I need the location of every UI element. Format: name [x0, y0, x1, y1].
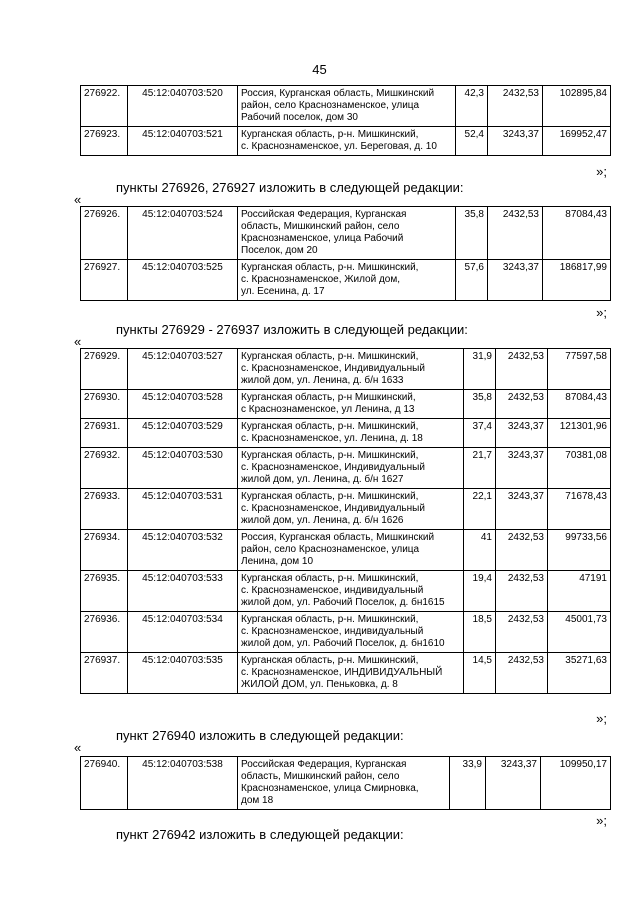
row-number: 276922. [81, 86, 128, 127]
address-line: Курганская область, р-н. Мишкинский, [241, 351, 419, 362]
address-line: ул. Есенина, д. 17 [241, 286, 325, 297]
address-line: Краснознаменское, улица Рабочий [241, 233, 404, 244]
address-line: с Краснознаменское, ул Ленина, д 13 [241, 404, 415, 415]
table-row [81, 571, 611, 612]
row-number: 276933. [81, 489, 128, 530]
address [238, 612, 464, 653]
unit-price: 2432,53 [488, 86, 543, 127]
instruction-4: пункт 276942 изложить в следующей редакции: [116, 827, 404, 842]
address-line: Курганская область, р-н. Мишкинский, [241, 573, 419, 584]
row-number: 276929. [81, 349, 128, 390]
table-row [81, 530, 611, 571]
close-quote-mark: »; [596, 813, 607, 828]
cadastral-number: 45:12:040703:538 [128, 757, 238, 810]
row-number: 276930. [81, 390, 128, 419]
instruction-2: пункты 276929 - 276937 изложить в следующей редакции: [116, 322, 468, 337]
table-2 [80, 206, 611, 301]
open-quote-mark: « [74, 334, 82, 349]
close-quote-mark: »; [596, 305, 607, 320]
cadastral-number: 45:12:040703:533 [128, 571, 238, 612]
address-line: Рабочий поселок, дом 30 [241, 112, 358, 123]
address-line: Ленина, дом 10 [241, 556, 314, 567]
address [238, 260, 456, 301]
unit-price: 3243,37 [496, 419, 548, 448]
address [238, 390, 464, 419]
area: 37,4 [464, 419, 496, 448]
area: 57,6 [456, 260, 488, 301]
cadastral-number: 45:12:040703:534 [128, 612, 238, 653]
table-row [81, 448, 611, 489]
area: 18,5 [464, 612, 496, 653]
address [238, 571, 464, 612]
unit-price: 2432,53 [496, 653, 548, 694]
address-line: Курганская область, р-н. Мишкинский, [241, 450, 419, 461]
table-row [81, 653, 611, 694]
area: 42,3 [456, 86, 488, 127]
address-line: область, Мишкинский район, село [241, 771, 400, 782]
address-line: Курганская область, р-н. Мишкинский, [241, 421, 419, 432]
address-line: Курганская область, р-н. Мишкинский, [241, 655, 419, 666]
address-line: с. Краснознаменское, Индивидуальный [241, 462, 425, 473]
address [238, 653, 464, 694]
close-quote-mark: »; [596, 711, 607, 726]
address-line: жилой дом, ул. Ленина, д. б/н 1633 [241, 375, 404, 386]
address-line: с. Краснознаменское, ИНДИВИДУАЛЬНЫЙ [241, 667, 443, 678]
cadastral-number: 45:12:040703:527 [128, 349, 238, 390]
address-line: жилой дом, ул. Ленина, д. б/н 1626 [241, 515, 404, 526]
cadastral-number: 45:12:040703:524 [128, 207, 238, 260]
cadastral-cost: 35271,63 [548, 653, 611, 694]
address [238, 530, 464, 571]
table-row [81, 207, 611, 260]
instruction-1: пункты 276926, 276927 изложить в следующей редакции: [116, 180, 464, 195]
unit-price: 2432,53 [496, 349, 548, 390]
unit-price: 2432,53 [496, 530, 548, 571]
area: 35,8 [456, 207, 488, 260]
area: 33,9 [450, 757, 486, 810]
address-line: область, Мишкинский район, село [241, 221, 400, 232]
row-number: 276927. [81, 260, 128, 301]
table-row [81, 349, 611, 390]
address-line: Россия, Курганская область, Мишкинский [241, 88, 435, 99]
address [238, 489, 464, 530]
row-number: 276932. [81, 448, 128, 489]
table-4 [80, 756, 611, 810]
page-number: 45 [312, 62, 327, 77]
address-line: Курганская область, р-н Мишкинский, [241, 392, 416, 403]
unit-price: 3243,37 [486, 757, 541, 810]
address-line: Российская Федерация, Курганская [241, 209, 407, 220]
address-line: ЖИЛОЙ ДОМ, ул. Пеньковка, д. 8 [241, 679, 398, 690]
table-row [81, 390, 611, 419]
address [238, 207, 456, 260]
table-row [81, 489, 611, 530]
table-row [81, 260, 611, 301]
cadastral-cost: 71678,43 [548, 489, 611, 530]
cadastral-cost: 87084,43 [543, 207, 611, 260]
cadastral-number: 45:12:040703:530 [128, 448, 238, 489]
cadastral-cost: 45001,73 [548, 612, 611, 653]
unit-price: 2432,53 [496, 571, 548, 612]
cadastral-cost: 186817,99 [543, 260, 611, 301]
cadastral-number: 45:12:040703:520 [128, 86, 238, 127]
cadastral-number: 45:12:040703:528 [128, 390, 238, 419]
address-line: жилой дом, ул. Ленина, д. б/н 1627 [241, 474, 404, 485]
area: 31,9 [464, 349, 496, 390]
area: 19,4 [464, 571, 496, 612]
row-number: 276923. [81, 127, 128, 156]
address-line: жилой дом, ул. Рабочий Поселок, д. бн1610 [241, 638, 445, 649]
cadastral-number: 45:12:040703:525 [128, 260, 238, 301]
cadastral-cost: 87084,43 [548, 390, 611, 419]
row-number: 276926. [81, 207, 128, 260]
row-number: 276940. [81, 757, 128, 810]
address-line: Российская Федерация, Курганская [241, 759, 407, 770]
address-line: Поселок, дом 20 [241, 245, 318, 256]
address [238, 419, 464, 448]
area: 52,4 [456, 127, 488, 156]
address-line: с. Краснознаменское, ул. Ленина, д. 18 [241, 433, 423, 444]
address-line: Курганская область, р-н. Мишкинский, [241, 129, 419, 140]
address-line: Курганская область, р-н. Мишкинский, [241, 262, 419, 273]
open-quote-mark: « [74, 192, 82, 207]
unit-price: 3243,37 [496, 489, 548, 530]
address-line: с. Краснознаменское, Индивидуальный [241, 363, 425, 374]
address [238, 86, 456, 127]
cadastral-cost: 77597,58 [548, 349, 611, 390]
address-line: Краснознаменское, улица Смирновка, [241, 783, 419, 794]
address [238, 349, 464, 390]
address-line: Россия, Курганская область, Мишкинский [241, 532, 435, 543]
table-row [81, 127, 611, 156]
address-line: с. Краснознаменское, ул. Береговая, д. 10 [241, 141, 437, 152]
table-1 [80, 85, 611, 156]
address-line: с. Краснознаменское, Жилой дом, [241, 274, 401, 285]
cadastral-cost: 47191 [548, 571, 611, 612]
address-line: дом 18 [241, 795, 274, 806]
table-3 [80, 348, 611, 694]
unit-price: 2432,53 [496, 612, 548, 653]
cadastral-number: 45:12:040703:532 [128, 530, 238, 571]
cadastral-cost: 70381,08 [548, 448, 611, 489]
area: 22,1 [464, 489, 496, 530]
cadastral-number: 45:12:040703:521 [128, 127, 238, 156]
address-line: район, село Краснознаменское, улица [241, 100, 420, 111]
cadastral-number: 45:12:040703:531 [128, 489, 238, 530]
table-row [81, 419, 611, 448]
unit-price: 2432,53 [488, 207, 543, 260]
row-number: 276934. [81, 530, 128, 571]
unit-price: 2432,53 [496, 390, 548, 419]
address-line: с. Краснознаменское, индивидуальный [241, 585, 424, 596]
close-quote-mark: »; [596, 164, 607, 179]
table-row [81, 86, 611, 127]
address [238, 757, 450, 810]
cadastral-cost: 109950,17 [541, 757, 611, 810]
row-number: 276937. [81, 653, 128, 694]
cadastral-number: 45:12:040703:529 [128, 419, 238, 448]
open-quote-mark: « [74, 740, 82, 755]
unit-price: 3243,37 [488, 260, 543, 301]
area: 14,5 [464, 653, 496, 694]
cadastral-cost: 99733,56 [548, 530, 611, 571]
instruction-3: пункт 276940 изложить в следующей редакции: [116, 728, 404, 743]
row-number: 276936. [81, 612, 128, 653]
address-line: район, село Краснознаменское, улица [241, 544, 420, 555]
address-line: Курганская область, р-н. Мишкинский, [241, 614, 419, 625]
row-number: 276935. [81, 571, 128, 612]
table-row [81, 757, 611, 810]
address [238, 448, 464, 489]
cadastral-cost: 121301,96 [548, 419, 611, 448]
table-row [81, 612, 611, 653]
cadastral-cost: 169952,47 [543, 127, 611, 156]
address-line: жилой дом, ул. Рабочий Поселок, д. бн1615 [241, 597, 445, 608]
unit-price: 3243,37 [496, 448, 548, 489]
address [238, 127, 456, 156]
row-number: 276931. [81, 419, 128, 448]
cadastral-cost: 102895,84 [543, 86, 611, 127]
cadastral-number: 45:12:040703:535 [128, 653, 238, 694]
address-line: с. Краснознаменское, Индивидуальный [241, 503, 425, 514]
area: 41 [464, 530, 496, 571]
area: 35,8 [464, 390, 496, 419]
unit-price: 3243,37 [488, 127, 543, 156]
address-line: с. Краснознаменское, индивидуальный [241, 626, 424, 637]
area: 21,7 [464, 448, 496, 489]
address-line: Курганская область, р-н. Мишкинский, [241, 491, 419, 502]
